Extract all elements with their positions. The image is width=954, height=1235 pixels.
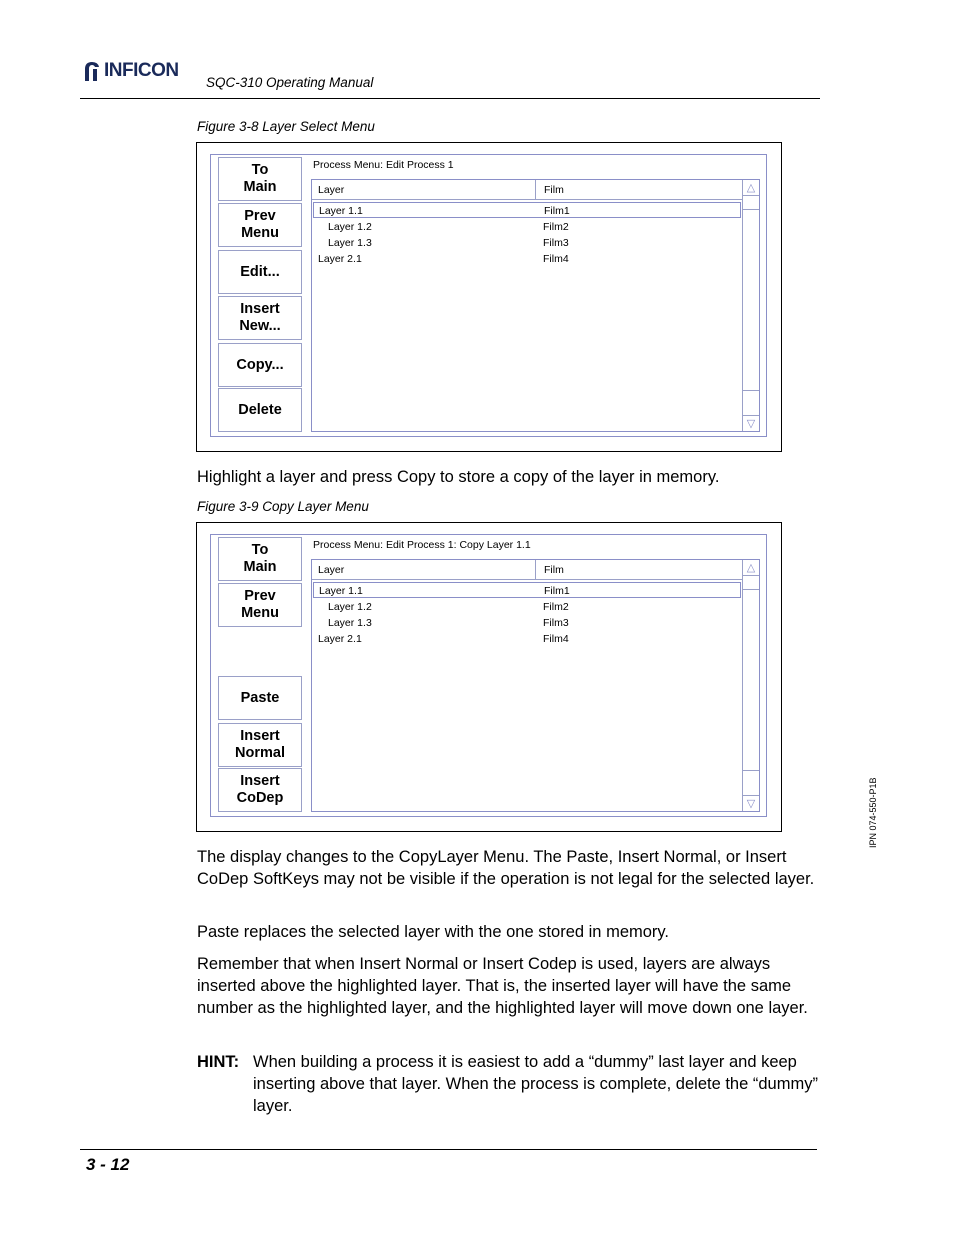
list-row[interactable] <box>312 235 742 251</box>
scroll-down-icon[interactable]: ▽ <box>743 415 759 431</box>
footer-rule <box>80 1149 817 1150</box>
layer-select-screen <box>210 154 767 437</box>
scroll-up-icon[interactable]: △ <box>743 560 759 576</box>
scroll-track-line <box>743 390 759 391</box>
to-main-button[interactable]: To Main <box>218 157 302 201</box>
insert-normal-button[interactable]: Insert Normal <box>218 723 302 767</box>
hint-label: HINT: <box>197 1053 240 1071</box>
paragraph: Remember that when Insert Normal or Insert Codep is used, layers are always inserted above the highlighted layer. That is, the inserted layer will have the same number as the highlighted layer, and the highlighted layer will move down one layer. <box>197 955 808 1017</box>
figure2-frame <box>196 522 782 832</box>
hint-text: When building a process it is easiest to add a “dummy” last layer and keep inserting above that layer. When the process is complete, delete the “dummy” layer. <box>253 1053 818 1115</box>
copy-button[interactable]: Copy... <box>218 343 302 387</box>
list-row[interactable] <box>312 631 742 647</box>
layer-cell: Layer 1.1 <box>319 205 363 217</box>
list-row[interactable] <box>312 219 742 235</box>
scroll-up-icon[interactable]: △ <box>743 180 759 196</box>
list-row[interactable] <box>312 615 742 631</box>
scroll-thumb[interactable] <box>743 209 759 210</box>
list-row[interactable] <box>312 251 742 267</box>
inficon-logo <box>82 60 179 82</box>
paste-button[interactable]: Paste <box>218 676 302 720</box>
brand-name: INFICON <box>104 60 179 81</box>
list-row[interactable] <box>312 599 742 615</box>
insert-codep-button[interactable]: Insert CoDep <box>218 768 302 812</box>
to-main-button[interactable]: To Main <box>218 537 302 581</box>
film-cell: Film1 <box>544 205 570 217</box>
film-cell: Film2 <box>543 221 569 233</box>
layer-cell: Layer 1.2 <box>328 601 372 613</box>
layer-cell: Layer 1.3 <box>328 617 372 629</box>
film-cell: Film3 <box>543 237 569 249</box>
layer-list <box>311 559 760 812</box>
film-cell: Film2 <box>543 601 569 613</box>
inficon-logo-icon <box>82 60 102 82</box>
scrollbar[interactable] <box>742 560 759 811</box>
layer-list <box>311 179 760 432</box>
scroll-track-line <box>743 770 759 771</box>
layer-column-header: Layer <box>312 560 536 580</box>
layer-cell: Layer 1.1 <box>319 585 363 597</box>
film-column-header: Film <box>536 180 743 200</box>
layer-cell: Layer 2.1 <box>318 633 362 645</box>
edit-button[interactable]: Edit... <box>218 250 302 294</box>
delete-button[interactable]: Delete <box>218 388 302 432</box>
ipn-side-note: IPN 074-550-P1B <box>868 777 878 848</box>
layer-column-header: Layer <box>312 180 536 200</box>
film-column-header: Film <box>536 560 743 580</box>
prev-menu-button[interactable]: Prev Menu <box>218 583 302 627</box>
figure1-frame <box>196 142 782 452</box>
doc-title: SQC-310 Operating Manual <box>206 75 374 90</box>
scrollbar[interactable] <box>742 180 759 431</box>
layer-cell: Layer 1.3 <box>328 237 372 249</box>
film-cell: Film1 <box>544 585 570 597</box>
page-number: 3 - 12 <box>86 1155 130 1174</box>
list-row[interactable] <box>313 202 741 218</box>
header-rule <box>80 98 820 99</box>
film-cell: Film4 <box>543 633 569 645</box>
layer-cell: Layer 1.2 <box>328 221 372 233</box>
copy-layer-screen <box>210 534 767 817</box>
scroll-down-icon[interactable]: ▽ <box>743 795 759 811</box>
paragraph: Paste replaces the selected layer with the one stored in memory. <box>197 923 670 941</box>
scroll-thumb[interactable] <box>743 589 759 590</box>
menu-path: Process Menu: Edit Process 1 <box>313 159 454 171</box>
figure2-caption: Figure 3-9 Copy Layer Menu <box>197 499 369 514</box>
paragraph: Highlight a layer and press Copy to store a copy of the layer in memory. <box>197 468 720 486</box>
film-cell: Film4 <box>543 253 569 265</box>
figure1-caption: Figure 3-8 Layer Select Menu <box>197 119 375 134</box>
paragraph: The display changes to the CopyLayer Menu. The Paste, Insert Normal, or Insert CoDep SoftKeys may not be visible if the operation is not legal for the selected layer. <box>197 848 815 888</box>
list-row[interactable] <box>313 582 741 598</box>
prev-menu-button[interactable]: Prev Menu <box>218 203 302 247</box>
insert-new-button[interactable]: Insert New... <box>218 296 302 340</box>
film-cell: Film3 <box>543 617 569 629</box>
layer-cell: Layer 2.1 <box>318 253 362 265</box>
menu-path: Process Menu: Edit Process 1: Copy Layer 1.1 <box>313 539 531 551</box>
